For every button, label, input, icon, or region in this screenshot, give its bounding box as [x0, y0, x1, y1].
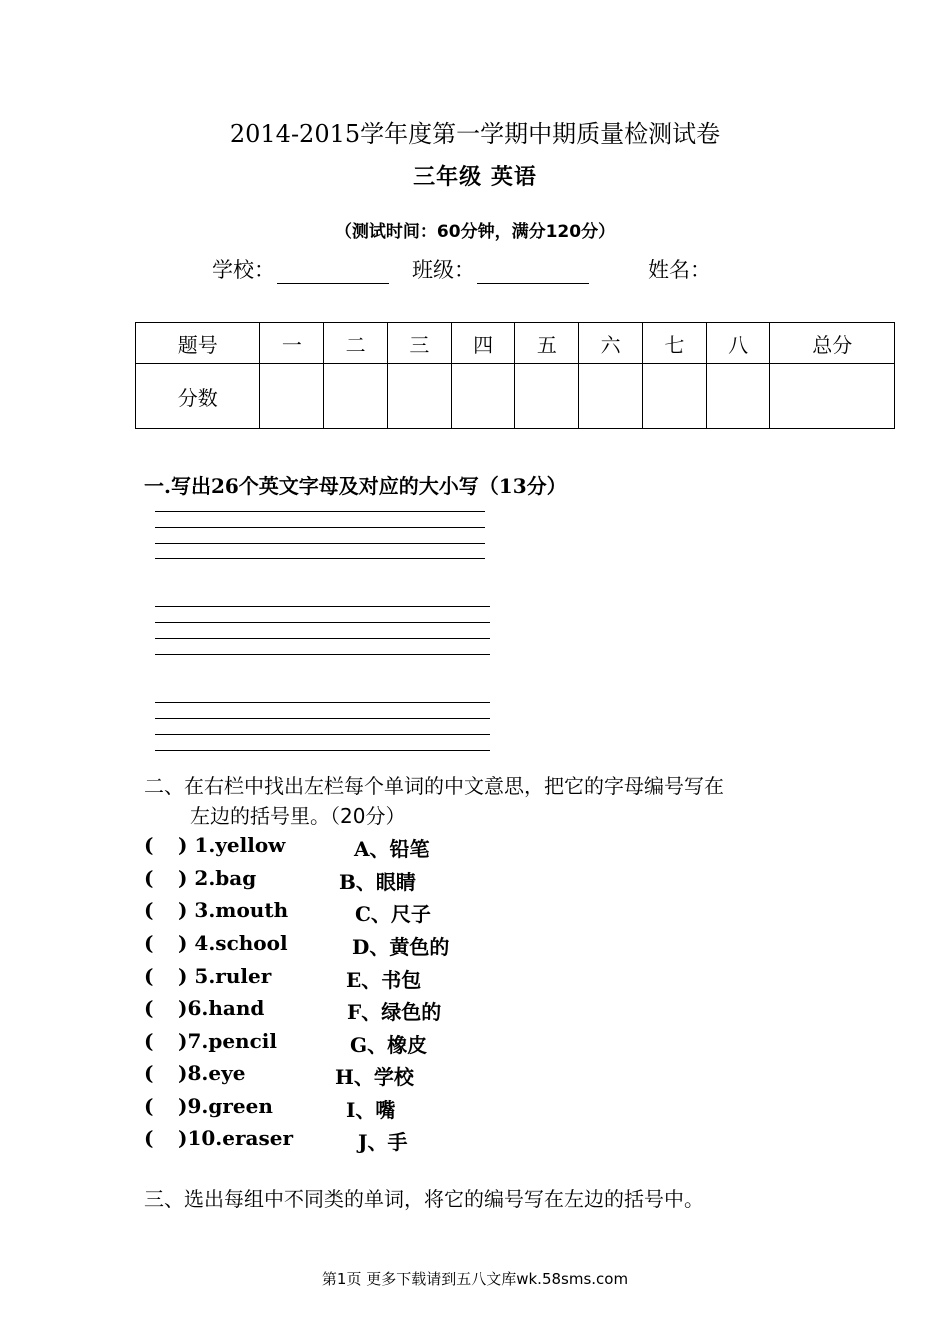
writing-line [155, 702, 490, 703]
match-option: J、手 [358, 1130, 408, 1154]
class-field[interactable] [412, 254, 589, 284]
school-blank[interactable] [277, 261, 389, 284]
score-cell[interactable] [260, 364, 324, 429]
writing-line [155, 606, 490, 607]
page-footer: 第1页 更多下载请到五八文库wk.58sms.com [321, 1270, 629, 1288]
answer-paren[interactable]: ( [144, 1029, 154, 1053]
table-cell: 四 [451, 323, 515, 364]
score-cell[interactable] [451, 364, 515, 429]
match-word: ) 5.ruler [178, 964, 272, 988]
exam-info: （测试时间：60分钟，满分120分） [334, 222, 616, 242]
match-option: C、尺子 [355, 902, 431, 926]
writing-line [155, 622, 490, 623]
answer-paren[interactable]: ( [144, 866, 154, 890]
score-cell[interactable] [387, 364, 451, 429]
answer-paren[interactable]: ( [144, 833, 154, 857]
score-table-score-row [136, 364, 895, 429]
writing-line [155, 558, 485, 559]
writing-line [155, 718, 490, 719]
answer-paren[interactable]: ( [144, 964, 154, 988]
score-cell[interactable] [642, 364, 706, 429]
table-cell: 七 [642, 323, 706, 364]
match-option: E、书包 [346, 968, 422, 992]
answer-paren[interactable]: ( [144, 931, 154, 955]
answer-paren[interactable]: ( [144, 996, 154, 1020]
exam-title: 2014-2015学年度第一学期中期质量检测试卷 [229, 120, 721, 148]
match-word: ) 3.mouth [178, 898, 289, 922]
writing-line [155, 511, 485, 512]
table-cell: 题号 [136, 323, 260, 364]
match-option: G、橡皮 [350, 1033, 428, 1057]
score-cell[interactable] [515, 364, 579, 429]
section2-title-line1: 二、在右栏中找出左栏每个单词的中文意思，把它的字母编号写在 [144, 774, 724, 798]
table-cell: 五 [515, 323, 579, 364]
table-cell: 总分 [770, 323, 895, 364]
class-blank[interactable] [477, 261, 589, 284]
score-table-header-row [136, 323, 895, 364]
name-field[interactable] [648, 254, 711, 284]
section2-title-line2: 左边的括号里。（20分） [190, 804, 406, 828]
match-option: B、眼睛 [339, 870, 416, 894]
answer-paren[interactable]: ( [144, 1094, 154, 1118]
match-word: ) 4.school [178, 931, 288, 955]
table-cell: 三 [387, 323, 451, 364]
match-option: A、铅笔 [354, 837, 430, 861]
match-word: )7.pencil [178, 1029, 277, 1053]
table-cell: 八 [706, 323, 770, 364]
match-word: )6.hand [178, 996, 265, 1020]
answer-paren[interactable]: ( [144, 1061, 154, 1085]
score-cell[interactable] [324, 364, 388, 429]
score-cell[interactable] [579, 364, 643, 429]
match-word: ) 1.yellow [178, 833, 286, 857]
class-label: 班级： [412, 258, 475, 282]
name-label: 姓名： [648, 258, 711, 282]
table-cell: 六 [579, 323, 643, 364]
match-option: F、绿色的 [347, 1000, 442, 1024]
section3-title: 三、选出每组中不同类的单词，将它的编号写在左边的括号中。 [144, 1187, 704, 1211]
section1-title: 一.写出26个英文字母及对应的大小写（13分） [144, 474, 567, 498]
answer-paren[interactable]: ( [144, 898, 154, 922]
table-cell: 一 [260, 323, 324, 364]
match-option: D、黄色的 [352, 935, 450, 959]
score-table [135, 322, 895, 429]
match-word: )9.green [178, 1094, 273, 1118]
match-option: I、嘴 [346, 1098, 396, 1122]
score-label-cell: 分数 [136, 364, 260, 429]
writing-line [155, 638, 490, 639]
writing-line [155, 543, 485, 544]
score-cell[interactable] [770, 364, 895, 429]
writing-line [155, 750, 490, 751]
school-label: 学校： [212, 258, 275, 282]
answer-paren[interactable]: ( [144, 1126, 154, 1150]
match-word: )8.eye [178, 1061, 246, 1085]
writing-line [155, 527, 485, 528]
match-word: )10.eraser [178, 1126, 293, 1150]
exam-subtitle: 三年级 英语 [413, 164, 537, 190]
writing-line [155, 734, 490, 735]
score-cell[interactable] [706, 364, 770, 429]
school-field[interactable] [212, 254, 389, 284]
match-option: H、学校 [335, 1065, 414, 1089]
match-word: ) 2.bag [178, 866, 257, 890]
writing-line [155, 654, 490, 655]
table-cell: 二 [324, 323, 388, 364]
